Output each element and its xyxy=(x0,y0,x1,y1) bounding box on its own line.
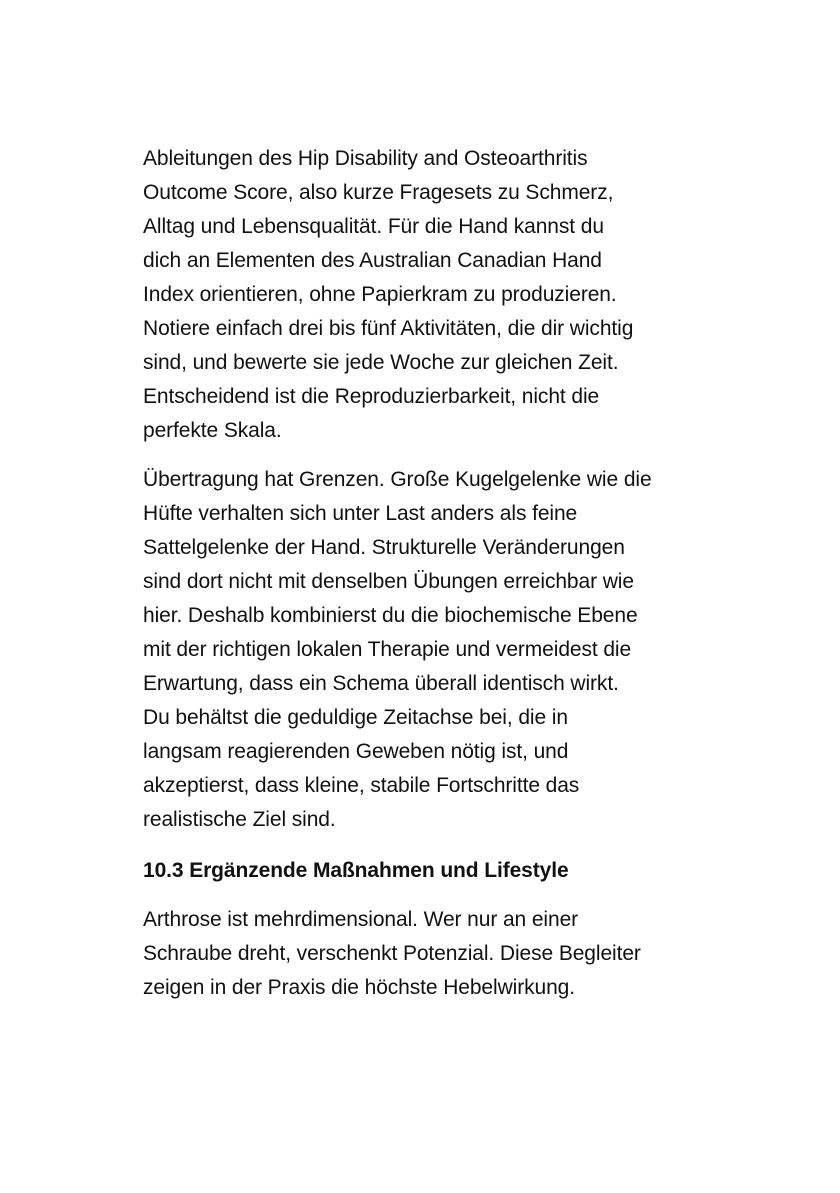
paragraph-lifestyle-intro: Arthrose ist mehrdimensional. Wer nur an einer Schraube dreht, verschenkt Potenzial. Diese Begleiter zeigen in der Praxis die höchste Hebelwirkung. xyxy=(143,908,641,999)
paragraph-outcome-scores: Ableitungen des Hip Disability and Osteoarthritis Outcome Score, also kurze Fragesets zu Schmerz, Alltag und Lebensqualität. Für die Hand kannst du dich an Elementen des Australian Canadian Hand Index orientieren, ohne Papierkram zu produzieren. Notiere einfach drei bis fünf Aktivitäten, die dir wichtig sind, und bewerte sie jede Woche zur gleichen Zeit. Entscheidend ist die Reproduzierbarkeit, nicht die perfekte Skala. xyxy=(143,147,634,442)
paragraph-transfer-limits: Übertragung hat Grenzen. Große Kugelgelenke wie die Hüfte verhalten sich unter Last anders als feine Sattelgelenke der Hand. Strukturelle Veränderungen sind dort nicht mit denselben Übungen erreichbar wie hier. Deshalb kombinierst du die biochemische Ebene mit der richtigen lokalen Therapie und vermeidest die Erwartung, dass ein Schema überall identisch wirkt. Du behältst die geduldige Zeitachse bei, die in langsam reagierenden Geweben nötig ist, und akzeptierst, dass kleine, stabile Fortschritte das realistische Ziel sind. xyxy=(143,468,652,831)
page-content xyxy=(143,142,713,1005)
section-heading: 10.3 Ergänzende Maßnahmen und Lifestyle xyxy=(143,859,569,882)
